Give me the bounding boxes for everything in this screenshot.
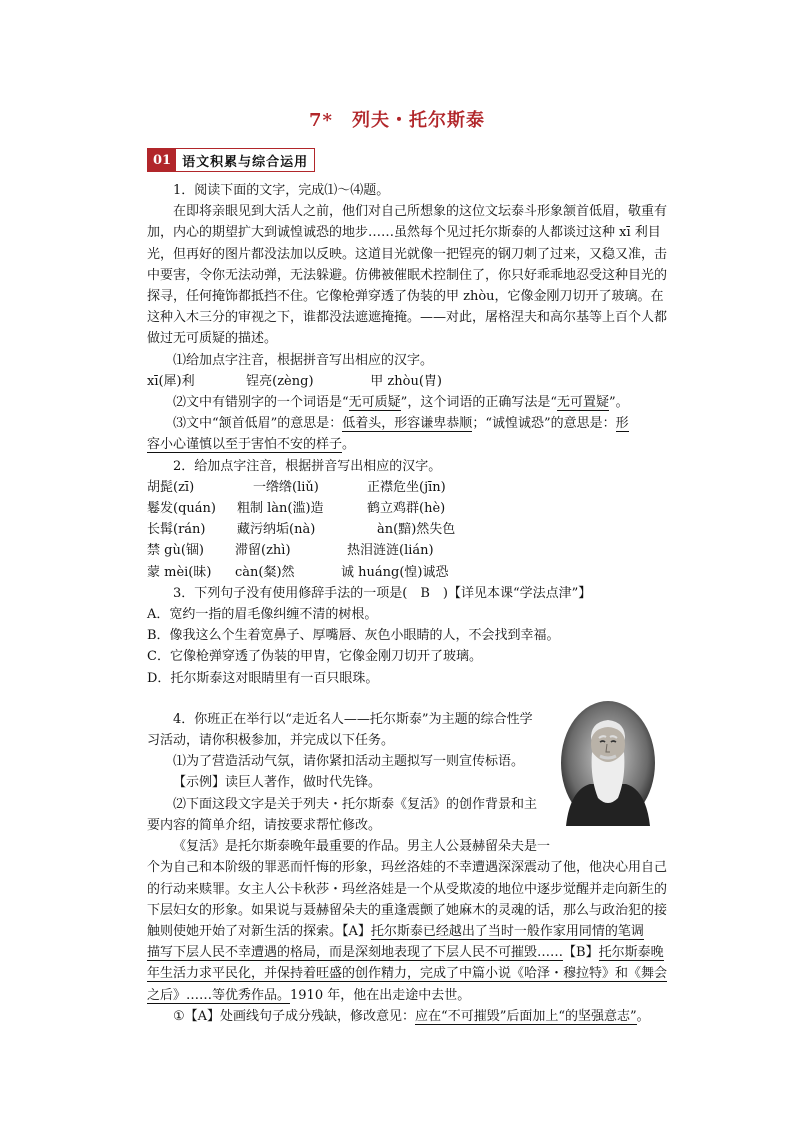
q4-example: 【示例】读巨人著作，做时代先锋。 [173, 775, 382, 791]
q4-fix: ①【A】处画线句子成分残缺，修改意见：应在“不可摧毁”后面加上“的坚强意志”。 [173, 1008, 650, 1024]
q2-row: 长髯(rán) 藏污纳垢(nà) àn(黯)然失色 [147, 522, 456, 538]
q4-stem: 习活动，请你积极参加，并完成以下任务。 [147, 733, 395, 749]
underlined-sentence: 年生活力求平民化，并保持着旺盛的创作精力，完成了中篇小说《哈泽・穆拉特》和《舞会 [147, 966, 668, 982]
q2-row: 胡髭(zī) 一绺绺(liǔ) 正襟危坐(jīn) [147, 479, 446, 495]
q4-para: 描写下层人民不幸遭遇的格局，而是深刻地表现了下层人民不可摧毁……【B】托尔斯泰晚 [147, 945, 664, 961]
q3-option: B．像我这么个生着宽鼻子、厚嘴唇、灰色小眼睛的人，不会找到幸福。 [147, 628, 560, 644]
answer-underline: 低着头，形容谦卑恭顺 [342, 416, 473, 432]
answer-underline: 容小心谨慎以至于害怕不安的样子 [147, 437, 343, 453]
q1-stem: 1．阅读下面的文字，完成⑴～⑷题。 [173, 183, 390, 198]
q2-row: 禁 gù(锢) 滞留(zhì) 热泪涟涟(lián) [147, 543, 434, 559]
answer-item: xī(犀)利 [147, 373, 195, 389]
answer-item: 锃亮(zèng) [246, 373, 314, 389]
section-tag [147, 148, 315, 172]
q1-sub1-answers [147, 371, 673, 392]
q4-para: 个为自己和本阶级的罪恶而忏悔的形象，玛丝洛娃的不幸遭遇深深震动了他，他决心用自己 [147, 860, 668, 876]
q1-passage-line: 这种入木三分的审视之下，谁都没法遮遮掩掩。——对此，屠格涅夫和高尔基等上百个人都 [147, 310, 668, 326]
underlined-sentence: 托尔斯泰已经越出了当时一般作家用同情的笔调 [370, 923, 644, 939]
answer-item: 甲 zhòu(胄) [370, 373, 442, 389]
q1-sub1: ⑴给加点字注音，根据拼音写出相应的汉字。 [173, 352, 434, 368]
q1-sub2: ⑵文中有错别字的一个词语是“无可质疑”，这个词语的正确写法是“无可置疑”。 [173, 395, 629, 411]
answer-underline: 无可质疑 [348, 395, 401, 411]
answer-underline: 无可置疑 [556, 395, 609, 411]
section-number: 01 [148, 149, 176, 171]
q1-passage-line: 在即将亲眼见到大活人之前，他们对自己所想象的这位文坛泰斗形象颔首低眉，敬重有 [173, 204, 668, 220]
q3-option: A．宽约一指的眉毛像纠缠不清的树根。 [147, 607, 378, 623]
q3-stem: 3．下列句子没有使用修辞手法的一项是( B )【详见本课“学法点津”】 [173, 585, 592, 601]
q3-option: D．托尔斯泰这对眼睛里有一百只眼珠。 [147, 670, 379, 686]
q4-sub1: ⑴为了营造活动气氛，请你紧扣活动主题拟写一则宣传标语。 [173, 754, 525, 770]
underlined-sentence: 描写下层人民不幸遭遇的格局，而是深刻地表现了下层人民不可摧毁…… [147, 945, 564, 961]
q2-grid [147, 477, 673, 583]
q4-sub2: 要内容的简单介绍，请按要求帮忙修改。 [147, 817, 382, 833]
q2-stem: 2．给加点字注音，根据拼音写出相应的汉字。 [173, 458, 442, 474]
underlined-sentence: 之后》……等优秀作品。 [147, 987, 291, 1003]
tolstoy-portrait-image [560, 700, 656, 826]
q4-para: 之后》……等优秀作品。1910 年，他在出走途中去世。 [147, 987, 471, 1003]
q4-para: 《复活》是托尔斯泰晚年最重要的作品。男主人公聂赫留朵夫是一 [173, 839, 551, 855]
page-title: 7* 列夫・托尔斯泰 [309, 110, 485, 131]
q4-para: 的行动来赎罪。女主人公卡秋莎・玛丝洛娃是一个从受欺凌的地位中逐步觉醒并走向新生的 [147, 881, 668, 897]
q1-passage-line: 做过无可质疑的描述。 [147, 331, 278, 347]
q4-head [147, 709, 557, 857]
q3-option: C．它像枪弹穿透了伪装的甲胄，它像金刚刀切开了玻璃。 [147, 649, 482, 665]
q2-row: 蒙 mèi(昧) càn(粲)然 诚 huáng(惶)诚恐 [147, 564, 449, 580]
q4-stem: 4．你班正在举行以“走近名人——托尔斯泰”为主题的综合性学 [173, 711, 533, 727]
q2-row: 鬈发(quán) 粗制 làn(滥)造 鹤立鸡群(hè) [147, 501, 446, 517]
q1-sub3: ⑶文中“颔首低眉”的意思是：低着头，形容谦卑恭顺；“诚惶诚恐”的意思是：形 [173, 416, 629, 432]
q1-passage-line: 加，内心的期望扩大到诚惶诚恐的地步……虽然每个见过托尔斯泰的人都谈过这种 xī 利目 [147, 225, 661, 241]
answer-underline: 应在“不可摧毁”后面加上“的坚强意志” [415, 1008, 637, 1024]
q1-passage-line: 光，但再好的图片都没法加以反映。这道目光就像一把锃亮的钢刀刺了过来，又稳又准，击 [147, 246, 668, 262]
q4-sub2: ⑵下面这段文字是关于列夫・托尔斯泰《复活》的创作背景和主 [173, 796, 538, 812]
content [147, 180, 673, 1027]
q4-para: 下层妇女的形象。如果说与聂赫留朵夫的重逢震颤了她麻木的灵魂的话，那么与政治犯的接 [147, 902, 668, 918]
q3-answer: B [420, 585, 430, 601]
section-label: 语文积累与综合运用 [182, 154, 309, 170]
q1-passage-line: 中要害，令你无法动弹，无法躲避。仿佛被催眠术控制住了，你只好乖乖地忍受这种目光的 [147, 267, 668, 283]
q1-passage-line: 探寻，任何掩饰都抵挡不住。它像枪弹穿透了伪装的甲 zhòu，它像金刚刀切开了玻璃。在 [147, 289, 664, 305]
q1-sub3-cont: 容小心谨慎以至于害怕不安的样子。 [147, 437, 356, 453]
q4-para [147, 963, 673, 984]
answer-underline: 形 [615, 416, 629, 432]
q4-para: 触则使她开始了对新生活的探索。【A】托尔斯泰已经越出了当时一般作家用同情的笔调 [147, 923, 644, 939]
underlined-sentence: 托尔斯泰晚 [598, 945, 664, 961]
